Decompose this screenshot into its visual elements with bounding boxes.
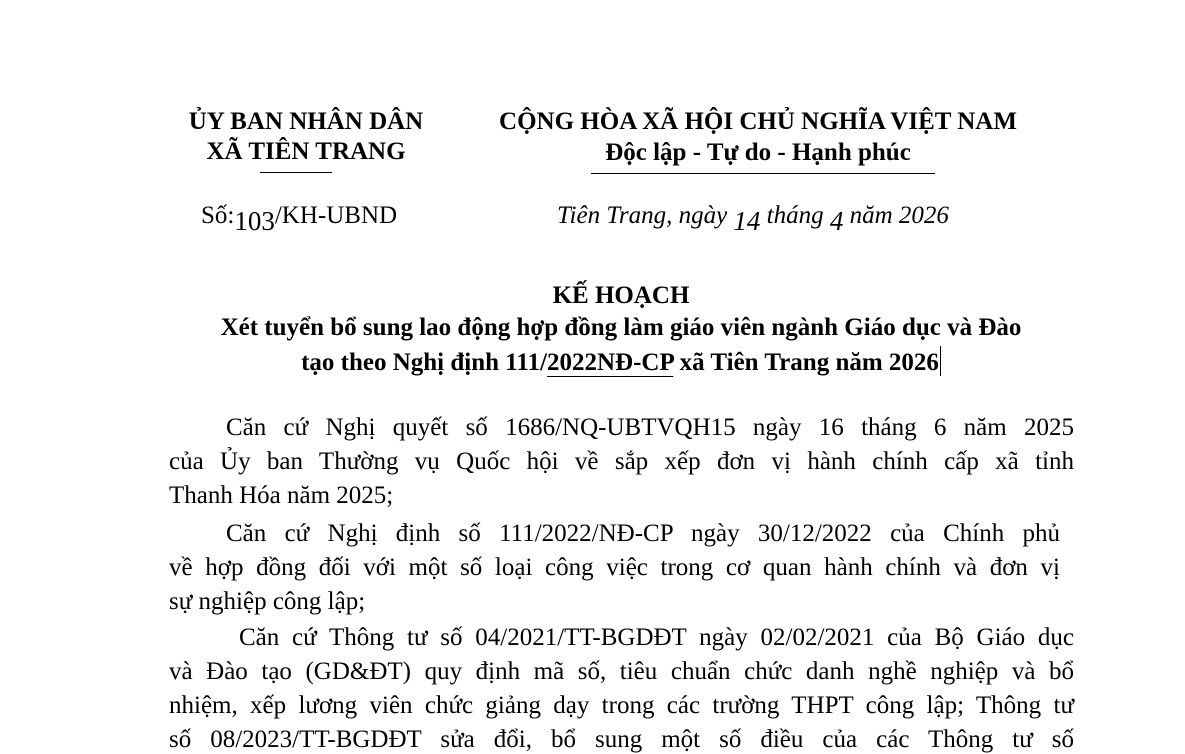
date-line xyxy=(557,199,949,236)
plan-heading: KẾ HOẠCH xyxy=(552,282,690,309)
plan-subtitle-line2 xyxy=(160,346,1082,377)
national-motto: Độc lập - Tự do - Hạnh phúc xyxy=(605,139,911,166)
document-number xyxy=(201,199,398,236)
text-cursor xyxy=(940,346,941,376)
para3-line3: nhiệm, xếp lương viên chức giảng dạy trong các trường THPT công lập; Thông tư xyxy=(169,692,1074,719)
country-name: CỘNG HÒA XÃ HỘI CHỦ NGHĨA VIỆT NAM xyxy=(499,108,1017,135)
para1-line1: Căn cứ Nghị quyết số 1686/NQ-UBTVQH15 ngày 16 tháng 6 năm 2025 xyxy=(226,414,1074,441)
para3-line1: Căn cứ Thông tư số 04/2021/TT-BGDĐT ngày 02/02/2021 của Bộ Giáo dục xyxy=(239,624,1074,651)
commune-name: XÃ TIÊN TRANG xyxy=(206,138,406,165)
para1-line2: của Ủy ban Thường vụ Quốc hội về sắp xếp đơn vị hành chính cấp xã tỉnh xyxy=(169,448,1074,475)
para3-line2: và Đào tạo (GD&ĐT) quy định mã số, tiêu chuẩn chức danh nghề nghiệp và bổ xyxy=(169,658,1074,685)
plan-subtitle-line1: Xét tuyển bổ sung lao động hợp đồng làm giáo viên ngành Giáo dục và Đào xyxy=(220,314,1022,341)
motto-underline xyxy=(591,173,935,174)
para1-line3: Thanh Hóa năm 2025; xyxy=(169,482,394,509)
para2-line2: về hợp đồng đối với một số loại công việc trong cơ quan hành chính và đơn vị xyxy=(169,554,1060,581)
date-year: năm 2026 xyxy=(849,202,949,229)
number-suffix: /KH-UBND xyxy=(274,202,398,229)
subtitle-decree-ref: 2022NĐ-CP xyxy=(546,349,674,376)
agency-name: ỦY BAN NHÂN DÂN xyxy=(188,108,424,135)
subtitle-part-a: tạo theo Nghị định 111/ xyxy=(301,349,547,376)
para3-line4: số 08/2023/TT-BGDĐT sửa đổi, bổ sung một số điều của các Thông tư số xyxy=(169,726,1074,753)
number-prefix: Số: xyxy=(201,202,235,229)
subtitle-part-c: xã Tiên Trang năm 2026 xyxy=(673,349,939,376)
date-place: Tiên Trang, ngày xyxy=(557,202,728,229)
date-month: 4 xyxy=(829,206,844,236)
para2-line3: sự nghiệp công lập; xyxy=(169,588,366,615)
para2-line1: Căn cứ Nghị định số 111/2022/NĐ-CP ngày 30/12/2022 của Chính phủ xyxy=(226,520,1060,547)
number-value: 103 xyxy=(234,206,275,236)
date-day: 14 xyxy=(733,206,761,236)
commune-underline xyxy=(260,172,332,173)
date-month-word: tháng xyxy=(766,202,824,229)
